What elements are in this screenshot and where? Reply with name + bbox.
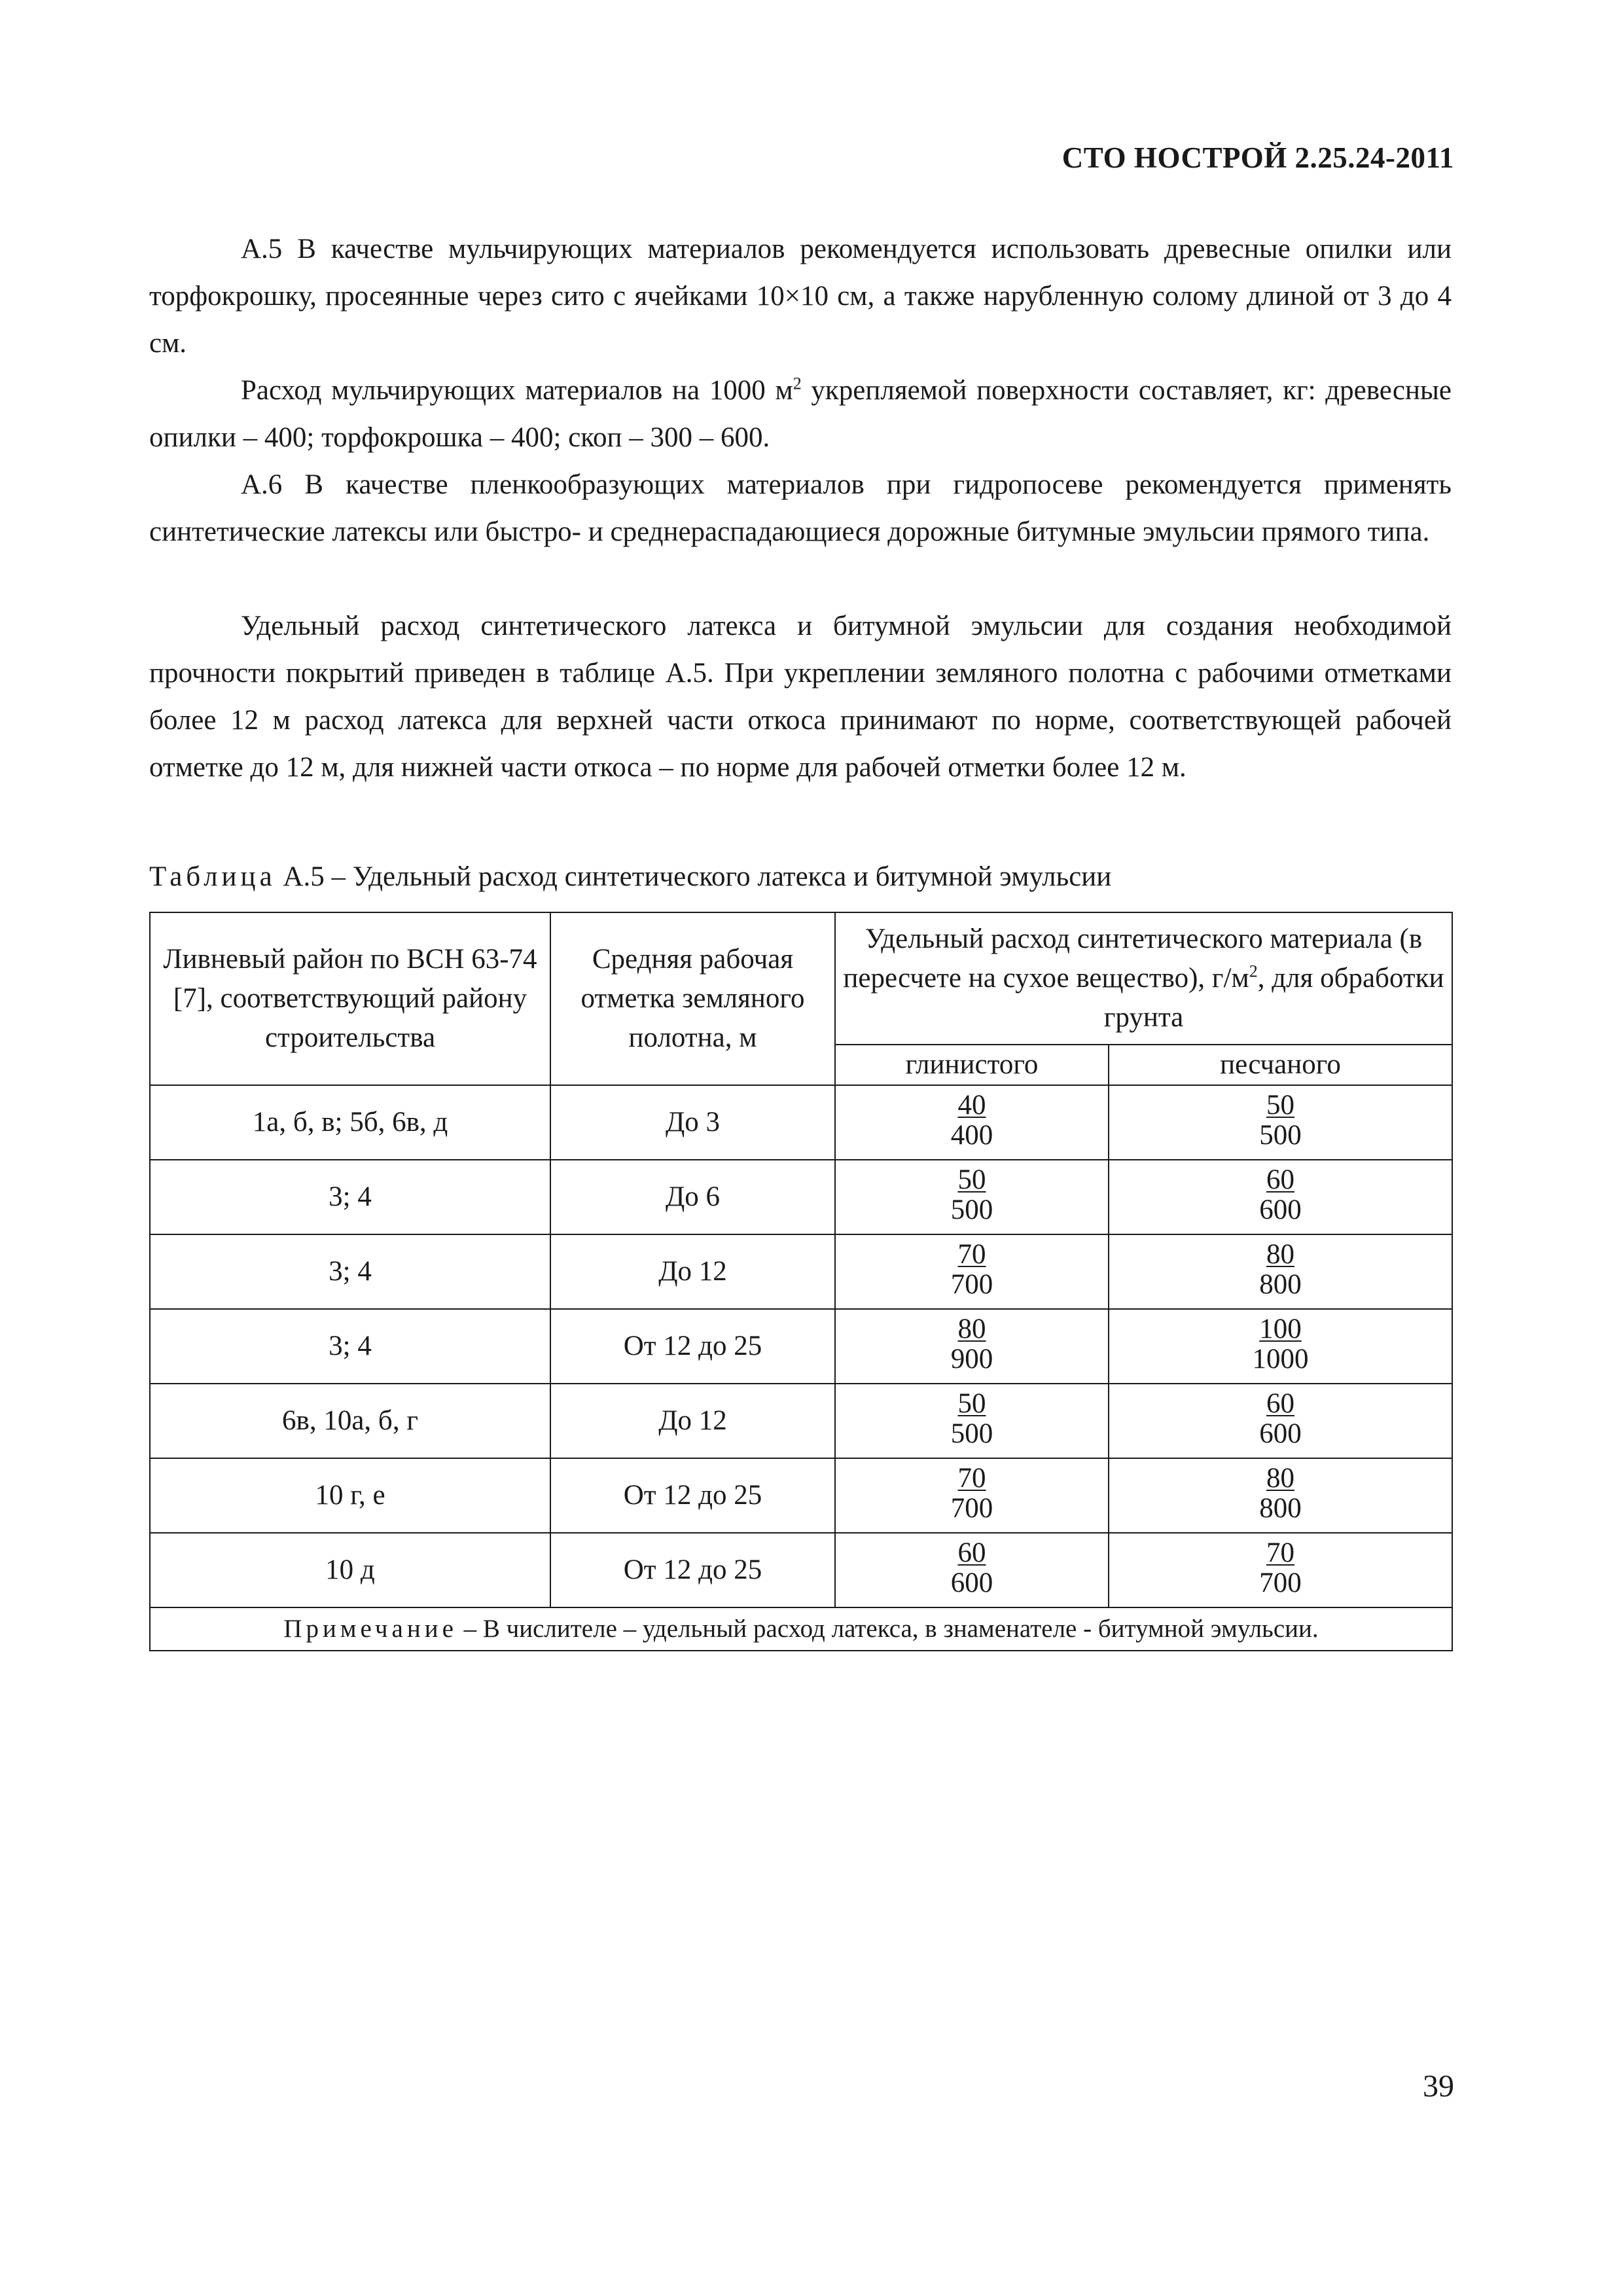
cell-mark: От 12 до 25 (550, 1309, 835, 1384)
cell-sand: $\frac{50}{500}$ (1109, 1085, 1452, 1160)
cell-mark: До 3 (550, 1085, 835, 1160)
header-mark: Средняя рабочая отметка земляного полотна, м (550, 912, 835, 1085)
table-row (150, 1309, 1452, 1384)
cell-clay: $\frac{80}{900}$ (835, 1309, 1109, 1384)
cell-mark: До 12 (550, 1384, 835, 1458)
cell-region: 3; 4 (150, 1309, 550, 1384)
page-number: 39 (1423, 2069, 1454, 2104)
cell-sand: $\frac{60}{600}$ (1109, 1384, 1452, 1458)
header-region: Ливневый район по ВСН 63-74 [7], соответствующий району строительства (150, 912, 550, 1085)
cell-region: 1а, б, в; 5б, 6в, д (150, 1085, 550, 1160)
header-consumption: Удельный расход синтетического материала (в пересчете на сухое вещество), $г/м^2$, для обработки грунта (835, 912, 1452, 1045)
cell-sand: $\frac{80}{800}$ (1109, 1234, 1452, 1309)
consumption-table (149, 912, 1453, 1651)
table-row (150, 1085, 1452, 1160)
table-header-row (150, 912, 1452, 1045)
cell-region: 3; 4 (150, 1234, 550, 1309)
cell-clay: $\frac{70}{700}$ (835, 1234, 1109, 1309)
table-caption: Таблица А.5 – Удельный расход синтетического латекса и битумной эмульсии (149, 861, 1112, 892)
cell-sand: $\frac{70}{700}$ (1109, 1533, 1452, 1607)
paragraph-mulch-consumption: Расход мульчирующих материалов на 1000 $м^2$ укрепляемой поверхности составляет, кг: древесные опилки – 400; торфокрошка – 400; скоп – 300 – 600. (149, 374, 1452, 453)
cell-region: 6в, 10а, б, г (150, 1384, 550, 1458)
cell-sand: $\frac{100}{1000}$ (1109, 1309, 1452, 1384)
table-row (150, 1384, 1452, 1458)
cell-mark: От 12 до 25 (550, 1458, 835, 1533)
cell-clay: $\frac{50}{500}$ (835, 1160, 1109, 1234)
cell-mark: От 12 до 25 (550, 1533, 835, 1607)
cell-sand: $\frac{60}{600}$ (1109, 1160, 1452, 1234)
cell-clay: $\frac{50}{500}$ (835, 1384, 1109, 1458)
paragraph-a5: А.5 В качестве мульчирующих материалов рекомендуется использовать древесные опилки или торфокрошку, просеянные через сито с ячейками 10×10 см, а также нарубленную солому длиной от 3 до 4 см. (149, 234, 1452, 359)
table-row (150, 1234, 1452, 1309)
table-row (150, 1533, 1452, 1607)
cell-clay: $\frac{70}{700}$ (835, 1458, 1109, 1533)
cell-clay: $\frac{60}{600}$ (835, 1533, 1109, 1607)
cell-region: 3; 4 (150, 1160, 550, 1234)
paragraph-latex-consumption: Удельный расход синтетического латекса и битумной эмульсии для создания необходимой прочности покрытий приведен в таблице А.5. При укреплении земляного полотна с рабочими отметками более 12 м расход латекса для верхней части откоса принимают по норме, соответствующей рабочей отметке до 12 м, для нижней части откоса – по норме для рабочей отметки более 12 м. (149, 611, 1452, 783)
table-row (150, 1160, 1452, 1234)
table-note-row (150, 1607, 1452, 1651)
paragraph-a6: А.6 В качестве пленкообразующих материалов при гидропосеве рекомендуется применять синтетические латексы или быстро- и среднераспадающиеся дорожные битумные эмульсии прямого типа. (149, 469, 1452, 547)
cell-region: 10 г, е (150, 1458, 550, 1533)
cell-region: 10 д (150, 1533, 550, 1607)
header-sand: песчаного (1109, 1045, 1452, 1085)
cell-mark: До 6 (550, 1160, 835, 1234)
cell-sand: $\frac{80}{800}$ (1109, 1458, 1452, 1533)
header-clay: глинистого (835, 1045, 1109, 1085)
cell-clay: $\frac{40}{400}$ (835, 1085, 1109, 1160)
table-row (150, 1458, 1452, 1533)
cell-mark: До 12 (550, 1234, 835, 1309)
table-note: Примечание – В числителе – удельный расход латекса, в знаменателе - битумной эмульсии. (150, 1607, 1452, 1651)
document-header: СТО НОСТРОЙ 2.25.24-2011 (1061, 141, 1454, 174)
